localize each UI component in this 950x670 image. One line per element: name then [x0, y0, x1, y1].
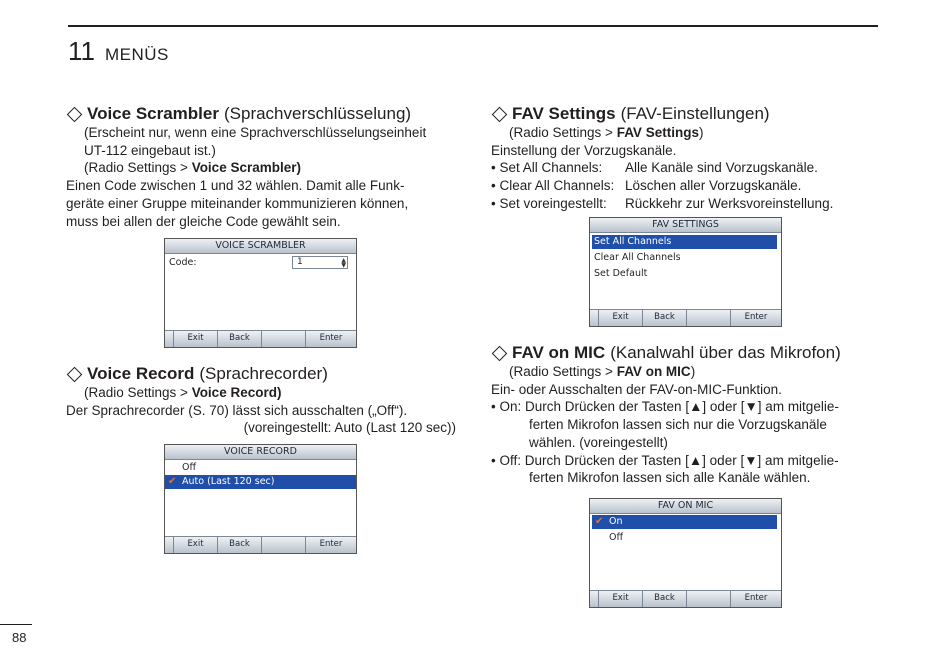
path-suffix: )	[690, 364, 696, 379]
fav-off-line-1: • Off: Durch Drücken der Tasten [▲] oder [▼] am mitgelie-	[491, 452, 839, 468]
enter-softkey[interactable]: Enter	[319, 539, 343, 549]
menu-item-label: Auto (Last 120 sec)	[182, 476, 275, 487]
fav-on-mic-screen	[589, 498, 782, 608]
empty-softkey	[262, 331, 306, 347]
softkey-blank	[165, 537, 174, 553]
back-softkey[interactable]: Back	[218, 331, 262, 347]
voice-scrambler-body-1: Einen Code zwischen 1 und 32 wählen. Damit alle Funk-	[66, 178, 405, 194]
voice-scrambler-heading	[66, 104, 426, 124]
menu-item-set-default[interactable]: Set Default	[594, 268, 648, 279]
fav-settings-path	[491, 124, 833, 142]
fav-on-mic-heading	[491, 343, 841, 363]
menu-item-off[interactable]: Off	[182, 462, 197, 473]
fav-on-mic-subtitle: (Kanalwahl über das Mikrofon)	[610, 343, 841, 362]
bullet-label: • Set All Channels:	[491, 160, 603, 176]
fav-settings-subtitle: (FAV-Einstellungen)	[620, 104, 770, 123]
softkey-blank	[590, 310, 599, 326]
fav-on-line-1: • On: Durch Drücken der Tasten [▲] oder [▼] am mitgelie-	[491, 399, 839, 415]
check-icon: ✔	[595, 516, 604, 527]
voice-record-body: Der Sprachrecorder (S. 70) lässt sich ausschalten („Off“).	[66, 402, 408, 418]
screen-body	[590, 233, 781, 309]
screen-body	[590, 514, 781, 590]
voice-scrambler-screen	[164, 238, 357, 348]
chapter-title: MENÜS	[105, 45, 169, 64]
path-prefix: (Radio Settings >	[84, 385, 192, 400]
spinner-icon[interactable]: ▲ ▼	[341, 257, 346, 269]
enter-softkey[interactable]: Enter	[744, 312, 768, 322]
path-suffix: )	[698, 125, 704, 140]
empty-softkey	[687, 310, 731, 326]
bullet-text: Rückkehr zur Werksvoreinstellung.	[625, 195, 834, 211]
path-prefix: (Radio Settings >	[509, 364, 617, 379]
exit-softkey[interactable]: Exit	[599, 310, 643, 326]
screen-title: FAV ON MIC	[590, 499, 781, 514]
bullet-label: • Set voreingestellt:	[491, 195, 607, 211]
back-softkey[interactable]: Back	[643, 310, 687, 326]
page-number: 88	[12, 630, 27, 645]
fav-settings-heading	[491, 104, 833, 124]
fav-settings-screen	[589, 217, 782, 327]
fav-on-mic-intro: Ein- oder Ausschalten der FAV-on-MIC-Funktion.	[491, 381, 782, 397]
empty-softkey	[262, 537, 306, 553]
softkey-blank	[590, 591, 599, 607]
bullet-text: Löschen aller Vorzugskanäle.	[625, 178, 802, 194]
voice-scrambler-note-2: UT-112 eingebaut ist.)	[84, 142, 216, 158]
path-bold: FAV Settings	[616, 125, 699, 140]
voice-scrambler-section	[66, 104, 426, 230]
enter-softkey[interactable]: Enter	[744, 593, 768, 603]
path-bold: Voice Scrambler)	[191, 160, 301, 176]
enter-softkey[interactable]: Enter	[319, 333, 343, 343]
screen-body	[165, 460, 356, 536]
softkey-bar	[590, 590, 781, 607]
voice-record-section	[66, 364, 456, 437]
fav-on-mic-section	[491, 343, 841, 487]
empty-softkey	[687, 591, 731, 607]
voice-scrambler-title: Voice Scrambler	[87, 104, 219, 123]
screen-title: VOICE RECORD	[165, 445, 356, 460]
softkey-bar	[165, 536, 356, 553]
fav-on-line-3: wählen. (voreingestellt)	[529, 434, 668, 450]
voice-record-title: Voice Record	[87, 364, 195, 383]
voice-scrambler-body-3: muss bei allen der gleiche Code gewählt sein.	[66, 213, 341, 229]
code-input[interactable]	[292, 256, 348, 269]
code-label: Code:	[169, 257, 197, 268]
voice-scrambler-note-1: (Erscheint nur, wenn eine Sprachverschlüsselungseinheit	[84, 125, 427, 140]
fav-settings-section	[491, 104, 833, 213]
menu-item-set-all[interactable]: Set All Channels	[592, 235, 777, 249]
header-rule	[68, 25, 878, 27]
chapter-header	[68, 36, 169, 67]
page-number-rule	[0, 624, 32, 625]
path-prefix: (Radio Settings >	[84, 160, 192, 176]
menu-item-auto[interactable]	[165, 475, 356, 489]
path-bold: FAV on MIC	[616, 364, 691, 379]
fav-off-line-2: ferten Mikrofon lassen sich alle Kanäle wählen.	[529, 470, 811, 486]
screen-title: VOICE SCRAMBLER	[165, 239, 356, 254]
fav-settings-intro: Einstellung der Vorzugskanäle.	[491, 142, 677, 158]
path-bold: Voice Record)	[191, 385, 282, 400]
bullet-label: • Clear All Channels:	[491, 178, 615, 194]
fav-on-mic-path	[491, 363, 841, 381]
diamond-icon	[492, 106, 508, 122]
path-prefix: (Radio Settings >	[509, 125, 617, 140]
fav-bullet-1	[491, 159, 833, 177]
voice-scrambler-subtitle: (Sprachverschlüsselung)	[223, 104, 412, 123]
voice-scrambler-path	[66, 159, 426, 177]
chapter-number: 11	[68, 36, 95, 66]
exit-softkey[interactable]: Exit	[174, 331, 218, 347]
menu-item-on[interactable]	[592, 515, 777, 529]
fav-bullet-3	[491, 195, 833, 213]
voice-record-subtitle: (Sprachrecorder)	[199, 364, 328, 383]
exit-softkey[interactable]: Exit	[599, 591, 643, 607]
fav-on-mic-title: FAV on MIC	[512, 343, 606, 362]
code-value: 1	[297, 257, 303, 267]
menu-item-label: On	[609, 516, 623, 527]
voice-record-screen	[164, 444, 357, 554]
fav-settings-title: FAV Settings	[512, 104, 616, 123]
menu-item-off[interactable]: Off	[609, 532, 624, 543]
voice-record-path	[66, 384, 456, 402]
back-softkey[interactable]: Back	[218, 537, 262, 553]
voice-scrambler-body-2: geräte einer Gruppe miteinander kommunizieren können,	[66, 195, 409, 211]
check-icon: ✔	[168, 476, 177, 487]
softkey-bar	[590, 309, 781, 326]
diamond-icon	[67, 366, 83, 382]
diamond-icon	[67, 106, 83, 122]
bullet-text: Alle Kanäle sind Vorzugskanäle.	[625, 160, 818, 176]
fav-on-line-2: ferten Mikrofon lassen sich nur die Vorzugskanäle	[529, 417, 827, 433]
screen-body	[165, 254, 356, 330]
softkey-blank	[165, 331, 174, 347]
menu-item-clear-all[interactable]: Clear All Channels	[594, 252, 681, 263]
voice-record-default: (voreingestellt: Auto (Last 120 sec))	[243, 420, 456, 436]
back-softkey[interactable]: Back	[643, 591, 687, 607]
exit-softkey[interactable]: Exit	[174, 537, 218, 553]
voice-record-heading	[66, 364, 456, 384]
diamond-icon	[492, 345, 508, 361]
softkey-bar	[165, 330, 356, 347]
fav-bullet-2	[491, 177, 833, 195]
screen-title: FAV SETTINGS	[590, 218, 781, 233]
